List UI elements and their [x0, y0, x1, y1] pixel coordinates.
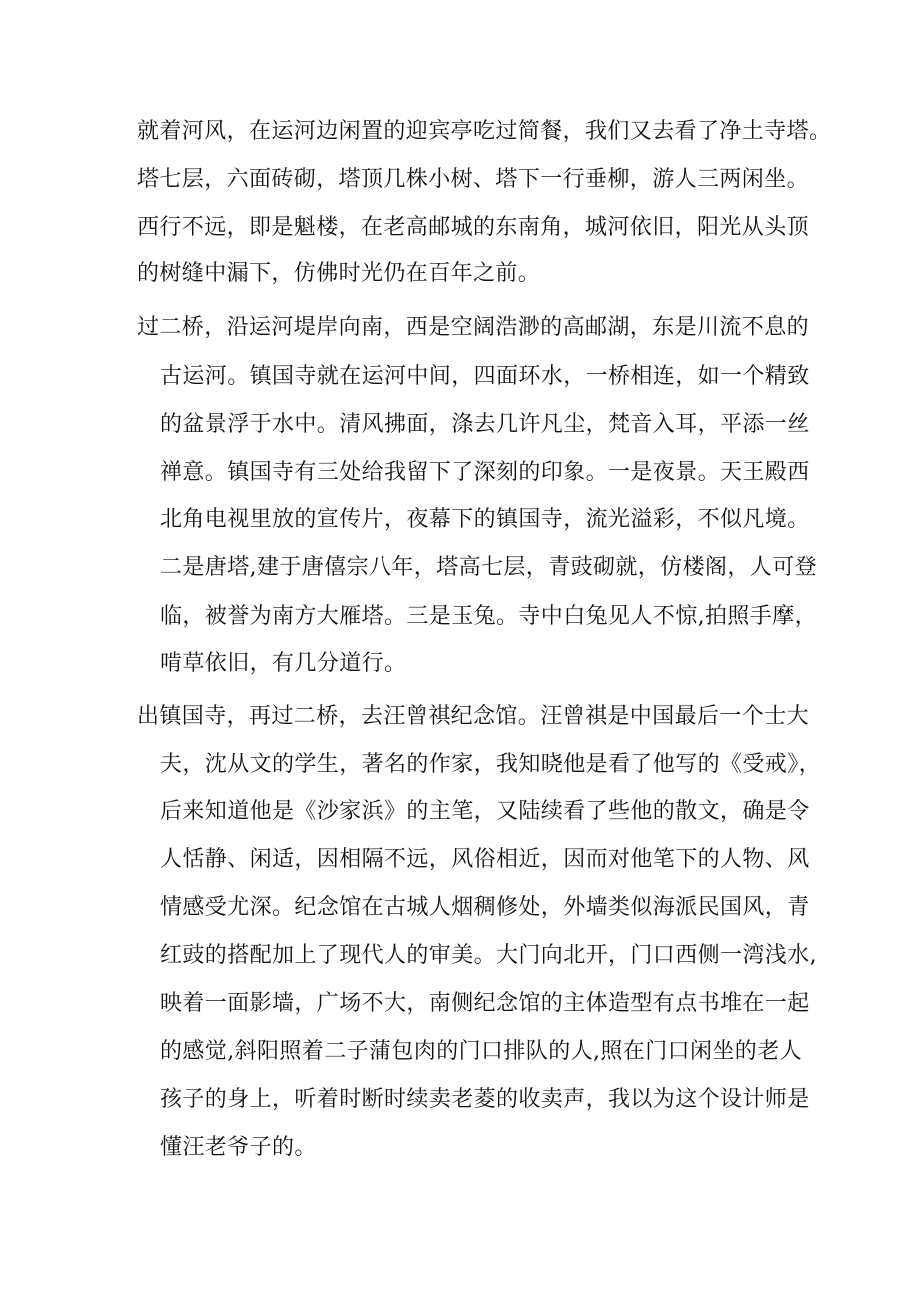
text-line: 啃草依旧，有几分道行。 — [160, 651, 407, 676]
text-line: 北角电视里放的宣传片，夜幕下的镇国寺，流光溢彩，不似凡境。 — [160, 507, 810, 532]
text-line: 古运河。镇国寺就在运河中间，四面环水，一桥相连，如一个精致 — [160, 364, 810, 389]
text-line: 出镇国寺，再过二桥，去汪曾祺纪念馆。汪曾祺是中国最后一个士大 — [137, 704, 810, 729]
text-line: 映着一面影墙，广场不大，南侧纪念馆的主体造型有点书堆在一起 — [160, 991, 810, 1016]
text-line: 夫，沈从文的学生，著名的作家，我知晓他是看了他写的《受戒》， — [160, 752, 822, 777]
text-line: 禅意。镇国寺有三处给我留下了深刻的印象。一是夜景。天王殿西 — [160, 460, 810, 485]
text-line: 的盆景浮于水中。清风拂面，涤去几许凡尘，梵音入耳，平添一丝 — [160, 412, 810, 437]
text-line: 就着河风，在运河边闲置的迎宾亭吃过简餐，我们又去看了净土寺塔。 — [137, 119, 832, 144]
text-line: 临，被誉为南方大雁塔。三是玉兔。寺中白兔见人不惊,拍照手摩， — [160, 604, 817, 629]
text-line: 二是唐塔,建于唐僖宗八年，塔高七层，青豉砌就，仿楼阁，人可登 — [160, 555, 817, 580]
text-line: 塔七层，六面砖砌，塔顶几株小树、塔下一行垂柳，游人三两闲坐。 — [137, 167, 810, 192]
text-line: 红豉的搭配加上了现代人的审美。大门向北开，门口西侧一湾浅水, — [160, 943, 817, 968]
text-line: 后来知道他是《沙家浜》的主笔，又陆续看了些他的散文，确是令 — [160, 799, 810, 824]
text-line: 的树缝中漏下，仿佛时光仍在百年之前。 — [137, 261, 541, 286]
text-line: 人恬静、闲适，因相隔不远，风俗相近，因而对他笔下的人物、风 — [160, 847, 810, 872]
text-line: 懂汪老爷子的。 — [160, 1135, 317, 1160]
text-line: 西行不远，即是魁楼，在老高邮城的东南角，城河依旧，阳光从头顶 — [137, 215, 810, 240]
text-line: 孩子的身上，听着时断时续卖老菱的收卖声，我以为这个设计师是 — [160, 1087, 810, 1112]
text-line: 情感受尤深。纪念馆在古城人烟稠修处，外墙类似海派民国风，青 — [160, 895, 810, 920]
text-line: 过二桥，沿运河堤岸向南，西是空阔浩渺的高邮湖，东是川流不息的 — [137, 315, 810, 340]
text-line: 的感觉,斜阳照着二子蒲包肉的门口排队的人,照在门口闲坐的老人 — [160, 1039, 802, 1064]
